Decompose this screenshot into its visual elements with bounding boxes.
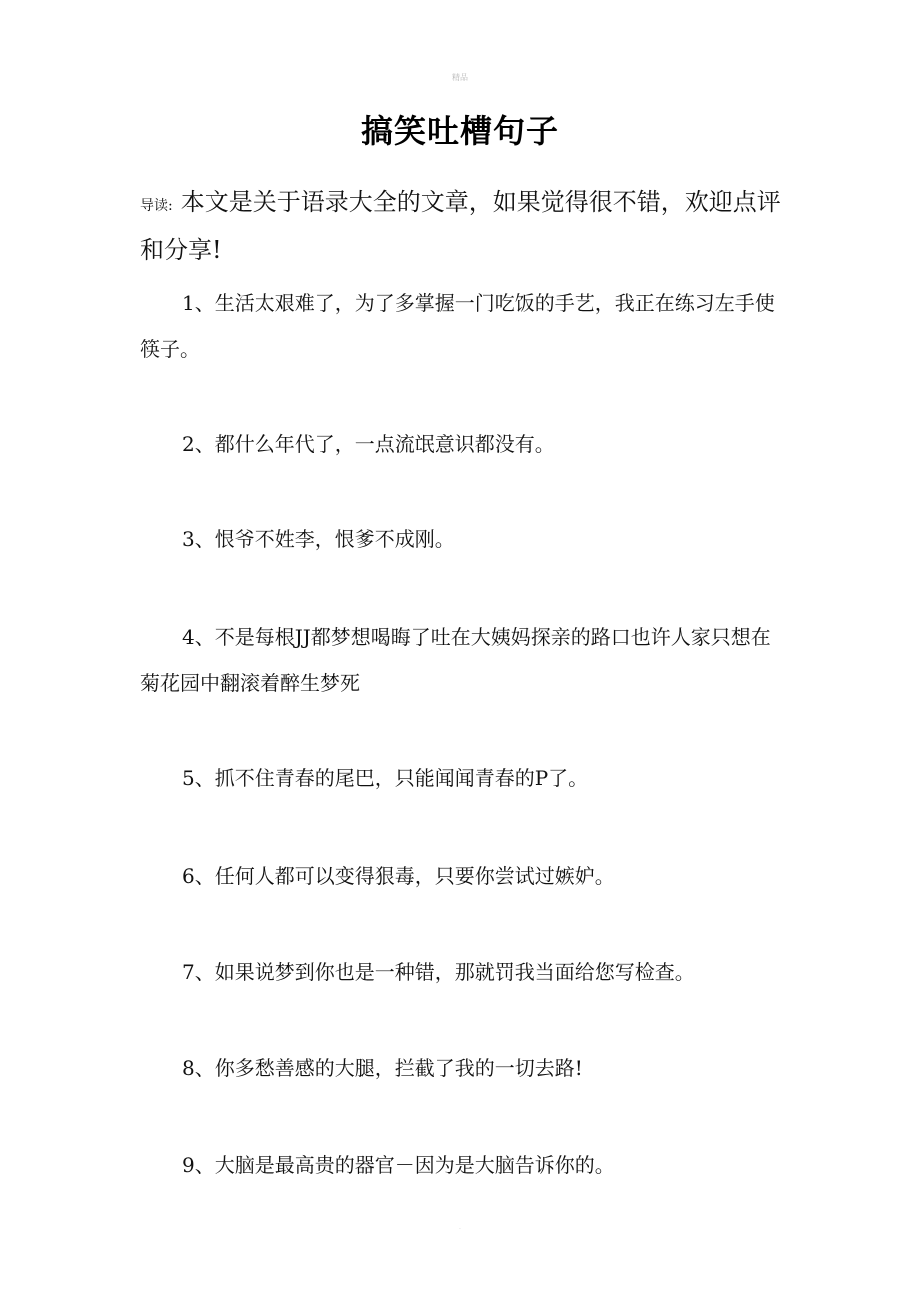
list-item: 1、生活太艰难了，为了多掌握一门吃饭的手艺，我正在练习左手使筷子。 bbox=[140, 291, 775, 361]
list-item: 6、任何人都可以变得狠毒，只要你尝试过嫉妒。 bbox=[182, 864, 615, 888]
list-item: 5、抓不住青春的尾巴，只能闻闻青春的P了。 bbox=[182, 766, 589, 790]
list-item: 9、大脑是最高贵的器官－因为是大脑告诉你的。 bbox=[182, 1153, 615, 1177]
intro-text: 本文是关于语录大全的文章，如果觉得很不错，欢迎点评和分享! bbox=[140, 188, 781, 264]
header-mark: 精品 bbox=[452, 73, 468, 82]
list-item: 4、不是每根JJ都梦想喝晦了吐在大姨妈探亲的路口也许人家只想在菊花园中翻滚着醉生梦死 bbox=[140, 625, 771, 695]
intro-label: 导读: bbox=[140, 198, 173, 214]
list-item: 3、恨爷不姓李，恨爹不成刚。 bbox=[182, 527, 455, 551]
footer-mark: . bbox=[459, 1224, 461, 1231]
list-item: 2、都什么年代了，一点流氓意识都没有。 bbox=[182, 432, 555, 456]
list-item: 8、你多愁善感的大腿，拦截了我的一切去路! bbox=[182, 1056, 583, 1080]
intro-paragraph bbox=[140, 180, 790, 272]
list-item: 7、如果说梦到你也是一种错，那就罚我当面给您写检查。 bbox=[182, 960, 695, 984]
page-title: 搞笑吐槽句子 bbox=[360, 112, 559, 150]
